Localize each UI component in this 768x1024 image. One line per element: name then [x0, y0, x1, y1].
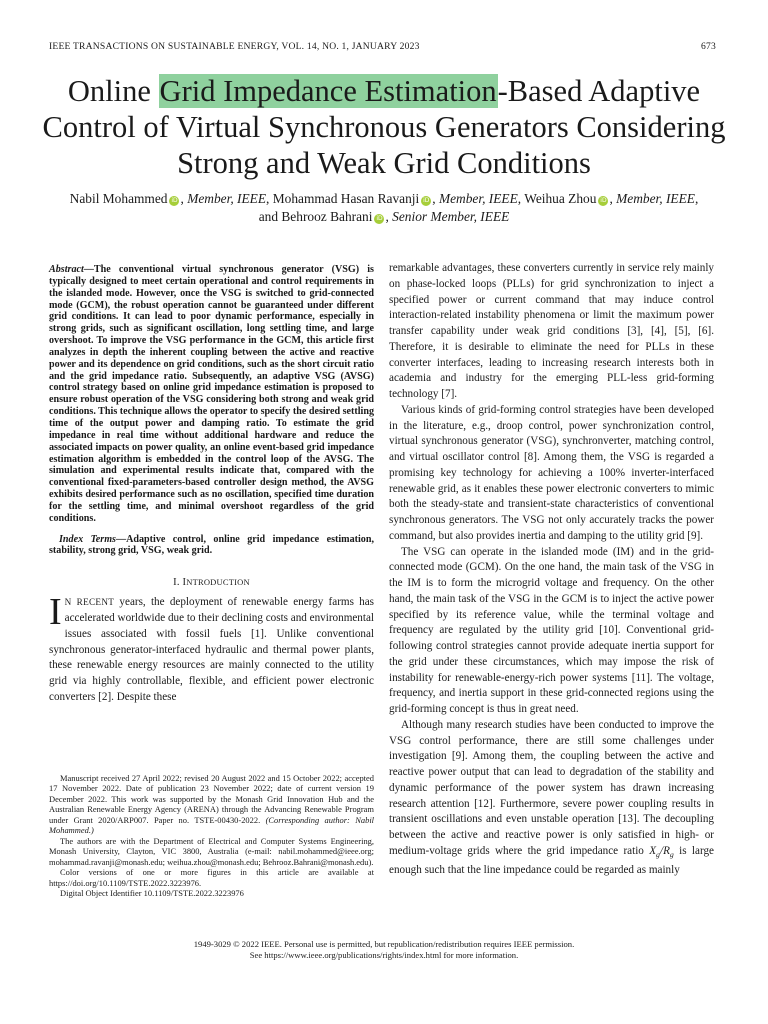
index-terms-label: Index Terms: [59, 533, 116, 545]
author-role: Member, IEEE: [438, 191, 518, 206]
math-slash: /: [659, 844, 664, 857]
orcid-icon[interactable]: iD: [171, 197, 178, 204]
journal-name: IEEE TRANSACTIONS ON SUSTAINABLE ENERGY, VOL. 14, NO. 1, JANUARY 2023: [49, 41, 420, 52]
corresponding-author: (Corresponding author: Nabil Mohammed.): [49, 814, 375, 836]
title-part-1: Online: [67, 74, 159, 108]
abstract-text: The conventional virtual synchronous generator (VSG) is typically designed to meet certain operational and control requirements in the islanded mode. However, once the VSG is switched to grid-connected mode (GCM), the robust operation cannot be guaranteed under different grid conditions. It can lead to poor dynamic performance, especially in strong grids, such as significant oscillation, long settling time, and large overshoot. To improve the VSG performance in the GCM, this article first analyzes in depth the inherent coupling between the active and reactive power and its dependence on grid conditions, such as the short circuit ratio and the grid impedance ratio. Subsequently, an adaptive VSG (AVSG) control strategy based on online grid impedance estimation is proposed to ensure robust operation of the VSG considering both strong and weak grid conditions. This technique allows the operator to specify the desired settling time of the output power and damping ratio. To estimate the grid impedance in real time without additional hardware and reduce the associated impacts on power quality, an online event-based grid impedance estimation algorithm is embedded in the control loop of the AVSG. The simulation and experimental results indicate that, compared with the conventional fixed-parameters-based controller design method, the AVSG exhibits desired performance such as no oscillation, specified time duration for the settling time, and minimal overshoot regardless of the grid conditions.: [49, 264, 374, 524]
title-highlighted-phrase[interactable]: Grid Impedance Estimation: [159, 74, 497, 108]
color-figures-note: Color versions of one or more figures in this article are available at https://doi.org/10.1109/TSTE.2022.3223976.: [49, 867, 374, 888]
affiliation-note: The authors are with the Department of Electrical and Computer Systems Engineering, Monash University, Clayton, VIC 3800, Australia (e-mail: nabil.mohammed@ieee.org; mohammad.ravanji@monash.edu; weihua.zhou@monash.edu; Behrooz.Bahrani@monash.edu).: [49, 835, 374, 867]
copyright-notice: [60, 939, 708, 961]
copyright-line: 1949-3029 © 2022 IEEE. Personal use is permitted, but republication/redistribution requires IEEE permission.: [193, 939, 575, 949]
section-title-initial: I: [182, 577, 187, 589]
section-heading: [49, 577, 374, 588]
math-impedance-ratio: [649, 845, 674, 857]
orcid-icon[interactable]: iD: [600, 197, 607, 204]
orcid-icon[interactable]: iD: [376, 215, 383, 222]
abstract: [49, 264, 374, 525]
abstract-label: Abstract: [49, 264, 84, 275]
rights-link-line: See https://www.ieee.org/publications/rights/index.html for more information.: [249, 950, 519, 960]
title-part-2: -Based Adaptive Control of Virtual Synchronous Generators Considering Strong and Weak Grid Conditions: [42, 74, 726, 180]
author-name: and Behrooz Bahrani: [258, 209, 373, 224]
body-paragraph: [389, 718, 714, 879]
author-list: Nabil Mohammed iD , Member, IEEE, Mohammad Hasan Ravanji iD , Member, IEEE, Weihua Zhou iD , Member, IEEE, and Behrooz Bahrani iD , Senior Member, IEEE: [69, 191, 699, 224]
author-name: Weihua Zhou: [524, 191, 597, 206]
section-title-rest: NTRODUCTION: [186, 577, 250, 588]
drop-cap: I: [49, 591, 62, 634]
author-name: Nabil Mohammed: [69, 191, 168, 206]
math-subscript: g: [656, 849, 660, 859]
index-terms-dash: —: [116, 533, 127, 545]
intro-lead-in: N RECENT: [64, 597, 115, 608]
section-numeral: I.: [173, 577, 183, 589]
math-symbol-r: R: [663, 844, 670, 857]
intro-paragraph: [49, 591, 375, 705]
author-role: Member, IEEE: [616, 191, 695, 206]
first-page-footnote: [49, 773, 374, 898]
left-column: [49, 264, 374, 706]
page-number: 673: [701, 41, 716, 52]
running-head: [49, 41, 716, 55]
index-terms-text: Adaptive control, online grid impedance estimation, stability, strong grid, VSG, weak grid.: [49, 533, 374, 557]
doi-note: Digital Object Identifier 10.1109/TSTE.2022.3223976: [60, 887, 244, 898]
intro-text: years, the deployment of renewable energy farms has accelerated worldwide due to their declining costs and environmental issues associated with fossil fuels [1]. Unlike conventional synchronous generator-interfaced hydraulic and thermal power plants, these renewable energy resources are mainly connected to the utility grid via highly controllable, flexible, and efficient power electronic converters [2]. Despite these: [49, 596, 375, 703]
body-paragraph: remarkable advantages, these converters currently in service rely mainly on phase-locked loops (PLLs) for grid synchronization to inject a specified power or current command that may induce control interaction-related instability phenomena or limit the maximum power transfer capability under weak grid conditions [3], [4], [5], [6]. Therefore, it is desirable to eliminate the need for PLLs in these converter interfaces, leading to increasing research interests both in academia and industry for the emerging PLL-less grid-forming technology [7].: [389, 262, 714, 400]
math-symbol-x: X: [649, 844, 657, 857]
index-terms: [49, 534, 374, 558]
author-role: Senior Member, IEEE: [392, 209, 510, 224]
right-column: [389, 261, 714, 878]
paper-title: [30, 73, 738, 181]
orcid-icon[interactable]: iD: [423, 197, 430, 204]
author-role: Member, IEEE: [187, 191, 267, 206]
manuscript-note-text: Manuscript received 27 April 2022; revised 20 August 2022 and 15 October 2022; accepted 17 November 2022. Date of publication 23 November 2022; date of current version 19 December 2022. This work was supported by the Monash Grid Innovation Hub and the Australian Renewable Energy Agency (ARENA) through the Advancing Renewable Program under Grant 2020/ARP007. Paper no. TSTE-00430-2022.: [49, 773, 374, 825]
abstract-dash: —: [83, 264, 94, 275]
body-text: is large enough such that the line impedance could be regarded as mainly: [389, 844, 714, 876]
math-subscript: g: [669, 849, 674, 859]
body-paragraph: The VSG can operate in the islanded mode (IM) and in the grid-connected mode (GCM). On the one hand, the main task of the VSG in the IM is to form the microgrid voltage and frequency. On the other hand, the main task of the VSG in the GCM is to inject the active power specified by its reference value, while the terminal voltage and frequency are regulated by the utility grid [10]. Conventional grid-following control strategies cannot provide adequate inertia support for the grid under these circumstances, which may impose the risk of instability for renewable-energy-rich power systems [11]. The voltage, frequency, and inertia support in these grid-connected regions using the grid-forming concept is thus in great need.: [389, 545, 714, 715]
author-name: Mohammad Hasan Ravanji: [272, 191, 420, 206]
body-paragraph: Various kinds of grid-forming control strategies have been developed in the literature, e.g., droop control, power synchronization control, virtual synchronous generator (VSG), synchronverter, matching control, and virtual oscillator control [8]. Among them, the VSG is regarded a promising key technology for achieving a 100% inverter-interfaced renewable grid, as it enables these power electronic converters to mimic both the steady-state and transient-state characteristics of conventional synchronous generators. The VSG not only accurately tracks the power command, but also provides inertia and damping to the utility grid [9].: [389, 403, 714, 542]
manuscript-note: [49, 773, 374, 836]
body-text: Although many research studies have been conducted to improve the VSG control performance, there are still some challenges under investigation [9]. Among them, the coupling between the active and reactive power output that can lead to degradation of the stability and dynamic performance of the power system has drawn increasing research attention [12]. Furthermore, severe power coupling results in transient oscillations and even unstable operation [13]. The decoupling between the active and reactive power is only satisfied in high- or medium-voltage grids where the grid impedance ratio: [389, 718, 714, 857]
